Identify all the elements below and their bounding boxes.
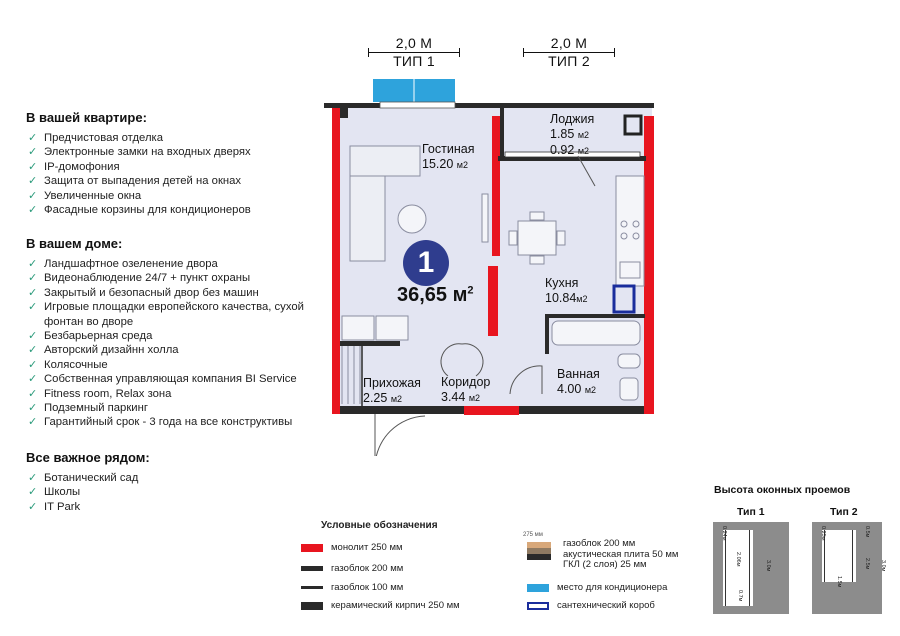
check-icon: ✓ [28,272,38,285]
list-item: ✓ Гарантийный срок - 3 года на все конструктивы [28,416,293,429]
house-features-list [26,257,316,430]
check-icon: ✓ [28,373,38,386]
check-icon: ✓ [28,204,38,217]
legend-swatch [301,566,323,571]
list-item: ✓ Авторский дизайнн холла [28,344,179,357]
list-item: ✓ Ботанический сад [28,472,139,484]
wall-bottom-segment [464,406,519,415]
wall-middle-upper [492,116,500,256]
wall-middle-lower [488,266,498,336]
house-features-title: В вашем доме: [26,236,123,251]
check-icon: ✓ [28,416,38,429]
ac-unit-1 [373,79,414,102]
bath-wall-top [545,314,645,318]
room-kitchen: Кухня 10.84м2 [545,276,588,305]
nearby-features-title: Все важное рядом: [26,450,150,465]
wall-left [332,108,340,414]
check-icon: ✓ [28,344,38,357]
top-wall [324,103,654,108]
list-item: ✓ Защита от выпадения детей на окнах [28,175,242,188]
legend-swatch [301,586,323,589]
list-item: ✓ Предчистовая отделка [28,132,164,144]
legend-swatch [301,544,323,552]
check-icon: ✓ [28,330,38,343]
check-icon: ✓ [28,358,38,371]
list-item: ✓ Подземный паркинг [28,402,148,415]
list-item: ✓ Закрытый и безопасный двор без машин [28,286,259,299]
dimension-type: ТИП 1 [393,53,435,69]
list-item: ✓ Ландшафтное озеленение двора [28,258,218,270]
room-loggia: Лоджия 1.85 м2 0.92 м2 [550,112,595,157]
check-icon: ✓ [28,258,38,270]
apartment-features [26,110,316,217]
check-icon: ✓ [28,175,38,188]
dimension-size: 2,0 М [550,35,588,51]
layers-dim: 275 мм [523,532,543,538]
ac-unit-2 [414,79,455,102]
check-icon: ✓ [28,160,38,173]
list-item: ✓ Фасадные корзины для кондиционеров [28,204,251,217]
check-icon: ✓ [28,500,38,513]
window-type-label: Тип 2 [830,506,858,518]
dimension-line [523,52,615,53]
list-item: ✓ IT Park [28,500,81,513]
sofa [350,146,420,176]
room-corridor: Коридор 3.44 м2 [441,375,491,404]
legend: Условные обозначения монолит 250 мм газоблок 200 мм газоблок 100 мм керамический кирпич 250 мм 275 мм газоблок 200 мм акустическая плита 50 мм ГКЛ (2 слоя) 25 мм место для кондиционера сантехнический короб [295,518,885,628]
check-icon: ✓ [28,146,38,159]
apartment-features-list [26,131,316,217]
list-item: ✓ Собственная управляющая компания BI Service [28,373,297,386]
room-bath: Ванная 4.00 м2 [557,367,600,396]
check-icon: ✓ [28,486,38,499]
bathtub [552,321,640,345]
dimension-type-2 [523,36,615,69]
window-type-label: Тип 1 [737,506,765,518]
list-item: ✓ IP-домофония [28,160,120,173]
check-icon: ✓ [28,301,38,314]
dimension-line [368,52,460,53]
window-type-2: Тип 2 0.25м 1.5м 0.5м 2.5м 3.0м [812,504,892,616]
list-item: ✓ Увеличенные окна [28,189,142,202]
apartment-features-title: В вашей квартире: [26,110,147,125]
check-icon: ✓ [28,132,38,144]
house-features [26,236,316,430]
list-item: ✓ Безбарьерная среда [28,330,153,343]
list-item: ✓ Игровые площадки европейского качества, сухой фонтан во дворе [28,301,304,328]
entrance-door [375,414,425,456]
apartment-number-badge: 1 [403,240,449,286]
list-item: ✓ Fitness room, Relax зона [28,387,172,400]
window-type-1: Тип 1 0.24м 2.06м 0.7м 3.0м [713,504,793,616]
legend-swatch [527,584,549,592]
dining-table [518,221,556,255]
check-icon: ✓ [28,402,38,415]
list-item: ✓ Видеонаблюдение 24/7 + пункт охраны [28,272,251,285]
dimension-type-1 [368,36,460,69]
legend-title: Условные обозначения [321,520,438,531]
room-hall: Прихожая 2.25 м2 [363,376,421,405]
check-icon: ✓ [28,189,38,202]
legend-swatch [527,602,549,610]
check-icon: ✓ [28,472,38,484]
list-item: ✓ Электронные замки на входных дверях [28,146,251,159]
nearby-features [26,450,316,514]
list-item: ✓ Колясочные [28,358,108,371]
dimension-type: ТИП 2 [548,53,590,69]
list-item: ✓ Школы [28,486,81,499]
dimension-size: 2,0 М [395,35,433,51]
nearby-features-list [26,471,316,514]
total-area: 36,65 $м^2$ [397,284,474,306]
room-living: Гостиная 15.20 м2 [422,142,475,171]
window-heights-title: Высота оконных проемов [714,484,851,496]
check-icon: ✓ [28,286,38,299]
legend-swatch [301,602,323,610]
coffee-table [398,205,426,233]
check-icon: ✓ [28,387,38,400]
